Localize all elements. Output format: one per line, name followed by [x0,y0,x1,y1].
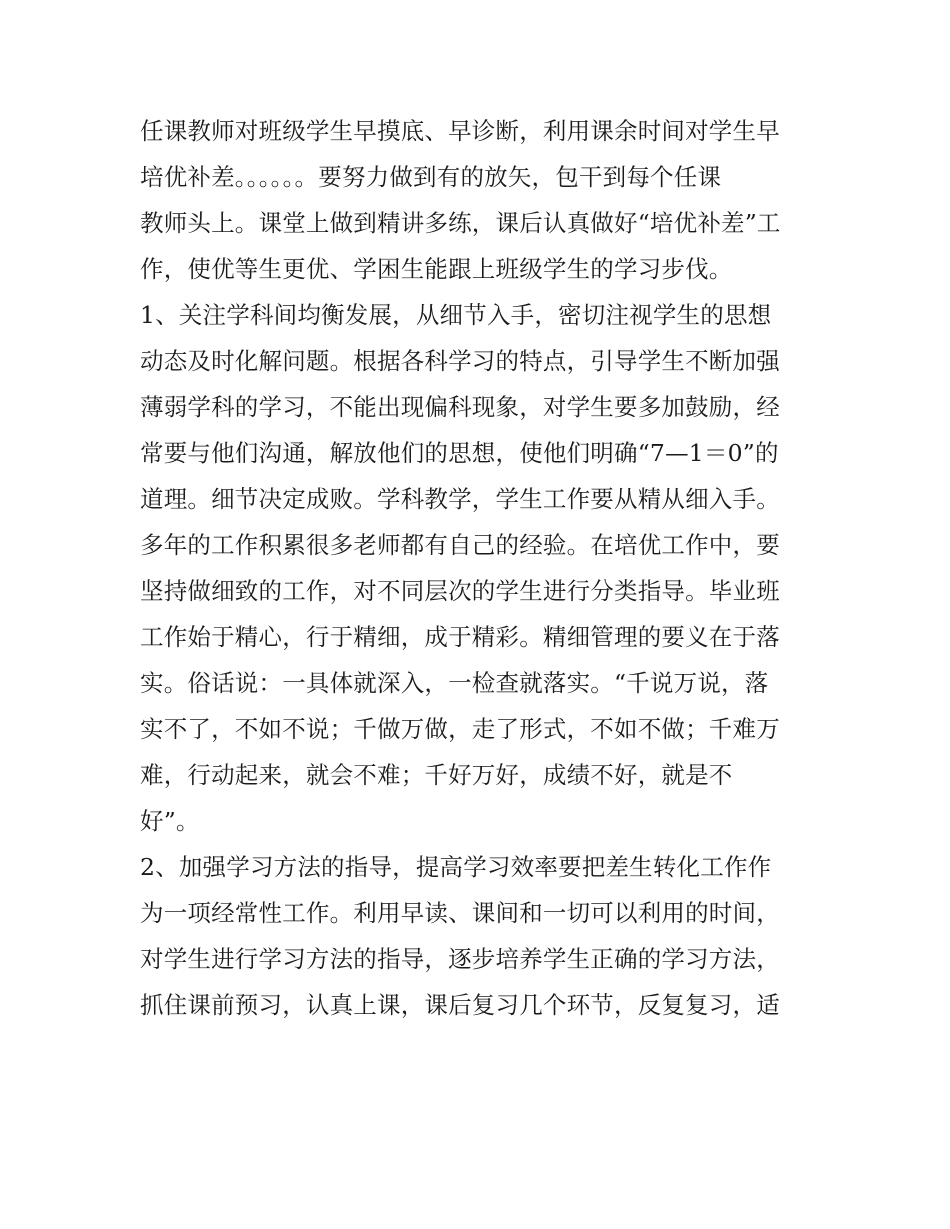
text-line: 好”。 [140,807,200,835]
text-line: 多年的工作积累很多老师都有自己的经验。在培优工作中，要 [140,531,780,559]
text-line: 实。俗话说：一具体就深入，一检查就落实。“千说万说，落 [140,669,769,697]
text-line: 坚持做细致的工作，对不同层次的学生进行分类指导。毕业班 [140,577,780,605]
text-line: 薄弱学科的学习，不能出现偏科现象，对学生要多加鼓励，经 [140,393,780,421]
text-line: 难，行动起来，就会不难；千好万好，成绩不好，就是不 [140,761,733,789]
text-line: 1、关注学科间均衡发展，从细节入手，密切注视学生的思想 [140,301,772,329]
text-line: 作，使优等生更优、学困生能跟上班级学生的学习步伐。 [140,255,733,283]
text-line: 道理。细节决定成败。学科教学，学生工作要从精从细入手。 [140,485,780,513]
text-line: 培优补差。。。。。。要努力做到有的放矢，包干到每个任课 [140,163,722,191]
text-line: 常要与他们沟通，解放他们的思想，使他们明确“7—1＝0”的 [140,439,779,467]
text-line: 对学生进行学习方法的指导，逐步培养学生正确的学习方法， [140,945,780,973]
text-line: 教师头上。课堂上做到精讲多练，课后认真做好“培优补差”工 [140,209,781,237]
text-line: 任课教师对班级学生早摸底、早诊断，利用课余时间对学生早 [140,117,780,145]
text-line: 为一项经常性工作。利用早读、课间和一切可以利用的时间， [140,899,780,927]
text-line: 实不了，不如不说；千做万做，走了形式，不如不做；千难万 [140,715,780,743]
text-line: 抓住课前预习，认真上课，课后复习几个环节，反复复习，适 [140,991,780,1019]
text-line: 工作始于精心，行于精细，成于精彩。精细管理的要义在于落 [140,623,780,651]
text-line: 动态及时化解问题。根据各科学习的特点，引导学生不断加强 [140,347,780,375]
text-line: 2、加强学习方法的指导，提高学习效率要把差生转化工作作 [140,853,772,881]
document-body [140,108,840,1028]
